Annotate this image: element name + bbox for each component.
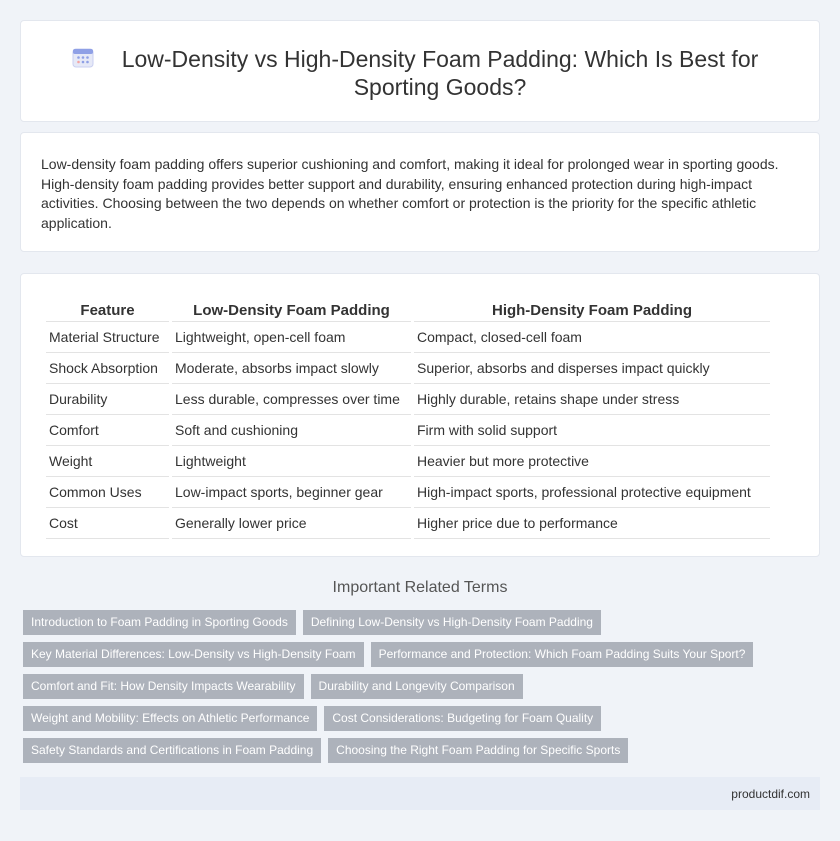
comparison-table-card xyxy=(20,273,820,557)
low-density-cell: Generally lower price xyxy=(172,508,411,539)
feature-cell: Comfort xyxy=(46,415,169,446)
related-tag[interactable]: Comfort and Fit: How Density Impacts Wearability xyxy=(23,674,304,699)
feature-cell: Shock Absorption xyxy=(46,353,169,384)
related-tags-row xyxy=(23,738,628,763)
footer-site-link[interactable]: productdif.com xyxy=(731,787,810,801)
table-row xyxy=(46,508,770,539)
summary-text: Low-density foam padding offers superior cushioning and comfort, making it ideal for prolonged wear in sporting goods. High-density foam padding provides better support and durability, ensuring enhanced protection during high-impact activities. Choosing between the two depends on whether comfort or protection is the priority for the specific athletic application. xyxy=(41,156,779,231)
related-tag[interactable]: Cost Considerations: Budgeting for Foam Quality xyxy=(324,706,601,731)
high-density-cell: Heavier but more protective xyxy=(414,446,770,477)
table-row xyxy=(46,477,770,508)
related-tag[interactable]: Key Material Differences: Low-Density vs High-Density Foam xyxy=(23,642,364,667)
footer xyxy=(20,777,820,810)
table-header-row xyxy=(46,294,770,322)
table-row xyxy=(46,353,770,384)
related-tags-row xyxy=(23,642,753,667)
related-tag[interactable]: Choosing the Right Foam Padding for Specific Sports xyxy=(328,738,628,763)
table-row xyxy=(46,446,770,477)
related-tag[interactable]: Defining Low-Density vs High-Density Foam Padding xyxy=(303,610,601,635)
feature-cell: Material Structure xyxy=(46,322,169,353)
summary-card xyxy=(20,132,820,252)
table-row xyxy=(46,322,770,353)
comparison-table xyxy=(43,294,773,539)
table-row xyxy=(46,384,770,415)
low-density-cell: Lightweight xyxy=(172,446,411,477)
title-card xyxy=(20,20,820,122)
low-density-cell: Moderate, absorbs impact slowly xyxy=(172,353,411,384)
related-tag[interactable]: Performance and Protection: Which Foam Padding Suits Your Sport? xyxy=(371,642,754,667)
high-density-cell: Superior, absorbs and disperses impact quickly xyxy=(414,353,770,384)
table-row xyxy=(46,415,770,446)
header-high-density: High-Density Foam Padding xyxy=(414,294,770,322)
feature-cell: Common Uses xyxy=(46,477,169,508)
feature-cell: Cost xyxy=(46,508,169,539)
high-density-cell: Firm with solid support xyxy=(414,415,770,446)
feature-cell: Durability xyxy=(46,384,169,415)
related-tags-row xyxy=(23,706,601,731)
related-tag[interactable]: Durability and Longevity Comparison xyxy=(311,674,523,699)
related-tags-row xyxy=(23,674,523,699)
high-density-cell: High-impact sports, professional protective equipment xyxy=(414,477,770,508)
related-tag[interactable]: Introduction to Foam Padding in Sporting Goods xyxy=(23,610,296,635)
high-density-cell: Higher price due to performance xyxy=(414,508,770,539)
low-density-cell: Lightweight, open-cell foam xyxy=(172,322,411,353)
low-density-cell: Soft and cushioning xyxy=(172,415,411,446)
related-terms-title: Important Related Terms xyxy=(332,579,508,596)
page-title: Low-Density vs High-Density Foam Padding: Which Is Best for Sporting Goods? xyxy=(121,46,759,100)
header-low-density: Low-Density Foam Padding xyxy=(172,294,411,322)
related-tag[interactable]: Weight and Mobility: Effects on Athletic Performance xyxy=(23,706,317,731)
related-tag[interactable]: Safety Standards and Certifications in Foam Padding xyxy=(23,738,321,763)
feature-cell: Weight xyxy=(46,446,169,477)
related-tags-row xyxy=(23,610,601,635)
high-density-cell: Compact, closed-cell foam xyxy=(414,322,770,353)
header-feature: Feature xyxy=(46,294,169,322)
low-density-cell: Low-impact sports, beginner gear xyxy=(172,477,411,508)
low-density-cell: Less durable, compresses over time xyxy=(172,384,411,415)
high-density-cell: Highly durable, retains shape under stress xyxy=(414,384,770,415)
